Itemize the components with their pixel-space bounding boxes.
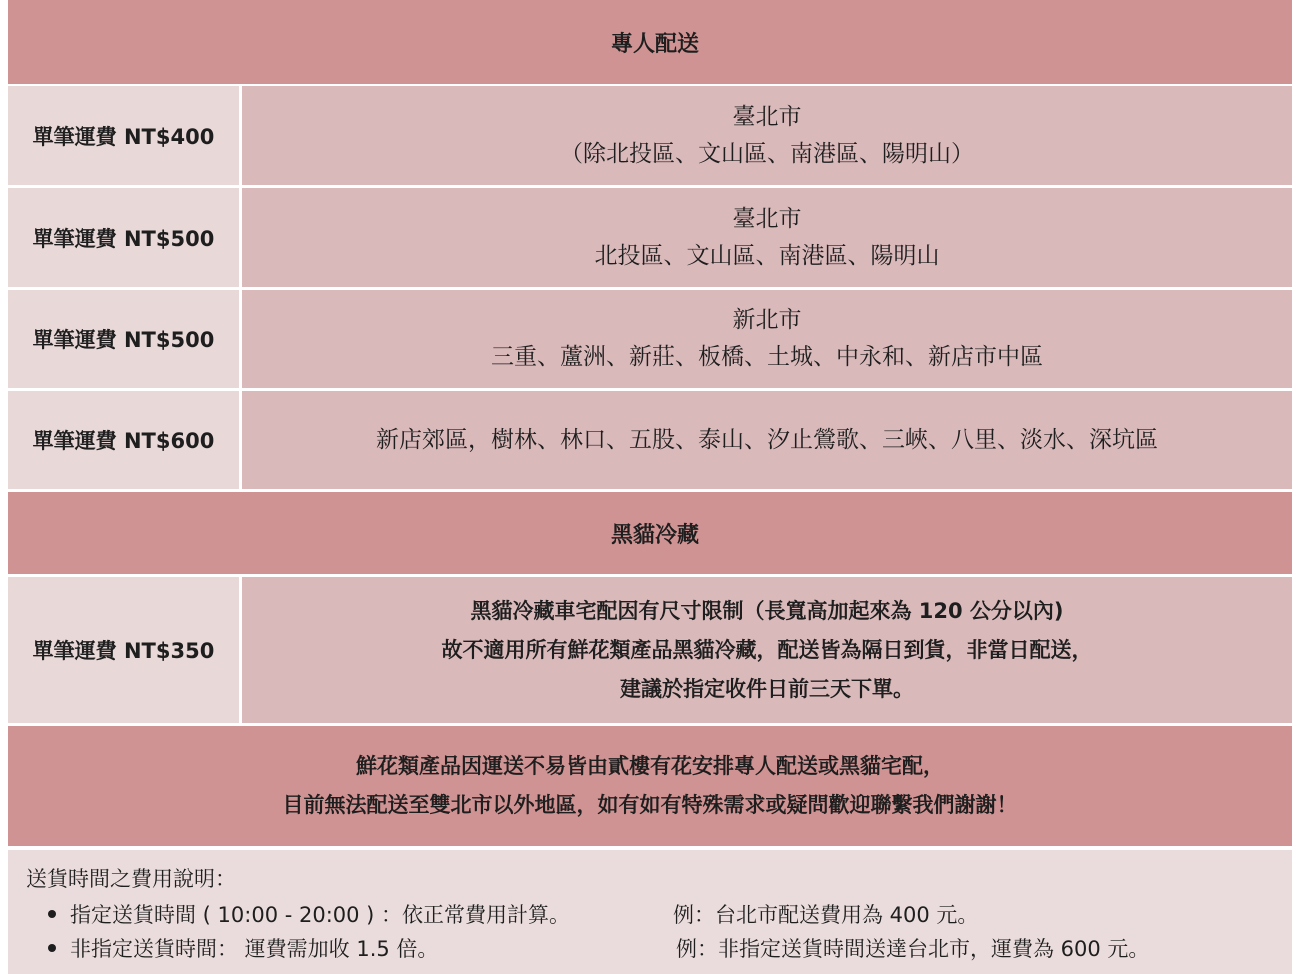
fee-cell: 單筆運費 NT$600 bbox=[8, 391, 239, 489]
fee-cell: 單筆運費 NT$400 bbox=[8, 86, 239, 185]
black-cat-description bbox=[242, 577, 1292, 723]
rate-row bbox=[8, 290, 1292, 388]
section-title: 黑貓冷藏 bbox=[610, 522, 699, 548]
list-item bbox=[48, 933, 438, 963]
description-line: 故不適用所有鮮花類產品黑貓冷藏，配送皆為隔日到貨，非當日配送， bbox=[441, 637, 1093, 662]
delivery-notice bbox=[8, 726, 1292, 846]
notice-line: 目前無法配送至雙北市以外地區，如有如有特殊需求或疑問歡迎聯繫我們謝謝！ bbox=[282, 793, 1018, 817]
area-districts: 新店郊區，樹林、林口、五股、泰山、汐止鶯歌、三峽、八里、淡水、深坑區 bbox=[376, 426, 1158, 453]
note-example: 例：非指定送貨時間送達台北市，運費為 600 元。 bbox=[676, 937, 1150, 961]
area-districts: 三重、蘆洲、新莊、板橋、土城、中永和、新店市中區 bbox=[491, 344, 1043, 370]
area-city: 臺北市 bbox=[732, 205, 802, 232]
area-city: 臺北市 bbox=[732, 103, 802, 130]
description-line: 黑貓冷藏車宅配因有尺寸限制（長寬高加起來為 120 公分以內) bbox=[470, 598, 1064, 623]
area-cell bbox=[242, 86, 1292, 185]
notes-heading: 送貨時間之費用說明： bbox=[26, 867, 236, 891]
fee-cell: 單筆運費 NT$500 bbox=[8, 188, 239, 287]
note-text: 非指定送貨時間： 運費需加收 1.5 倍。 bbox=[70, 937, 439, 961]
delivery-time-notes bbox=[8, 850, 1292, 974]
area-cell bbox=[242, 391, 1292, 489]
note-example: 例：台北市配送費用為 400 元。 bbox=[673, 903, 979, 927]
bullet-icon bbox=[48, 944, 56, 952]
area-cell bbox=[242, 188, 1292, 287]
bullet-icon bbox=[48, 910, 56, 918]
section-header-personal-delivery bbox=[8, 0, 1292, 84]
rate-row bbox=[8, 188, 1292, 287]
area-city: 新北市 bbox=[732, 307, 802, 333]
section-title: 專人配送 bbox=[610, 31, 699, 57]
area-districts: 北投區、文山區、南港區、陽明山 bbox=[594, 242, 940, 269]
fee-cell: 單筆運費 NT$350 bbox=[8, 577, 239, 723]
rate-row bbox=[8, 391, 1292, 489]
area-districts: （除北投區、文山區、南港區、陽明山） bbox=[560, 140, 974, 167]
list-item bbox=[48, 899, 570, 929]
rate-row bbox=[8, 577, 1292, 723]
note-text: 指定送貨時間 ( 10:00 - 20:00 ) ：依正常費用計算。 bbox=[70, 903, 571, 927]
area-cell bbox=[242, 290, 1292, 388]
fee-cell: 單筆運費 NT$500 bbox=[8, 290, 239, 388]
section-header-black-cat bbox=[8, 492, 1292, 574]
notice-line: 鮮花類產品因運送不易皆由貳樓有花安排專人配送或黑貓宅配， bbox=[356, 754, 944, 778]
description-line: 建議於指定收件日前三天下單。 bbox=[620, 676, 914, 701]
rate-row bbox=[8, 86, 1292, 185]
